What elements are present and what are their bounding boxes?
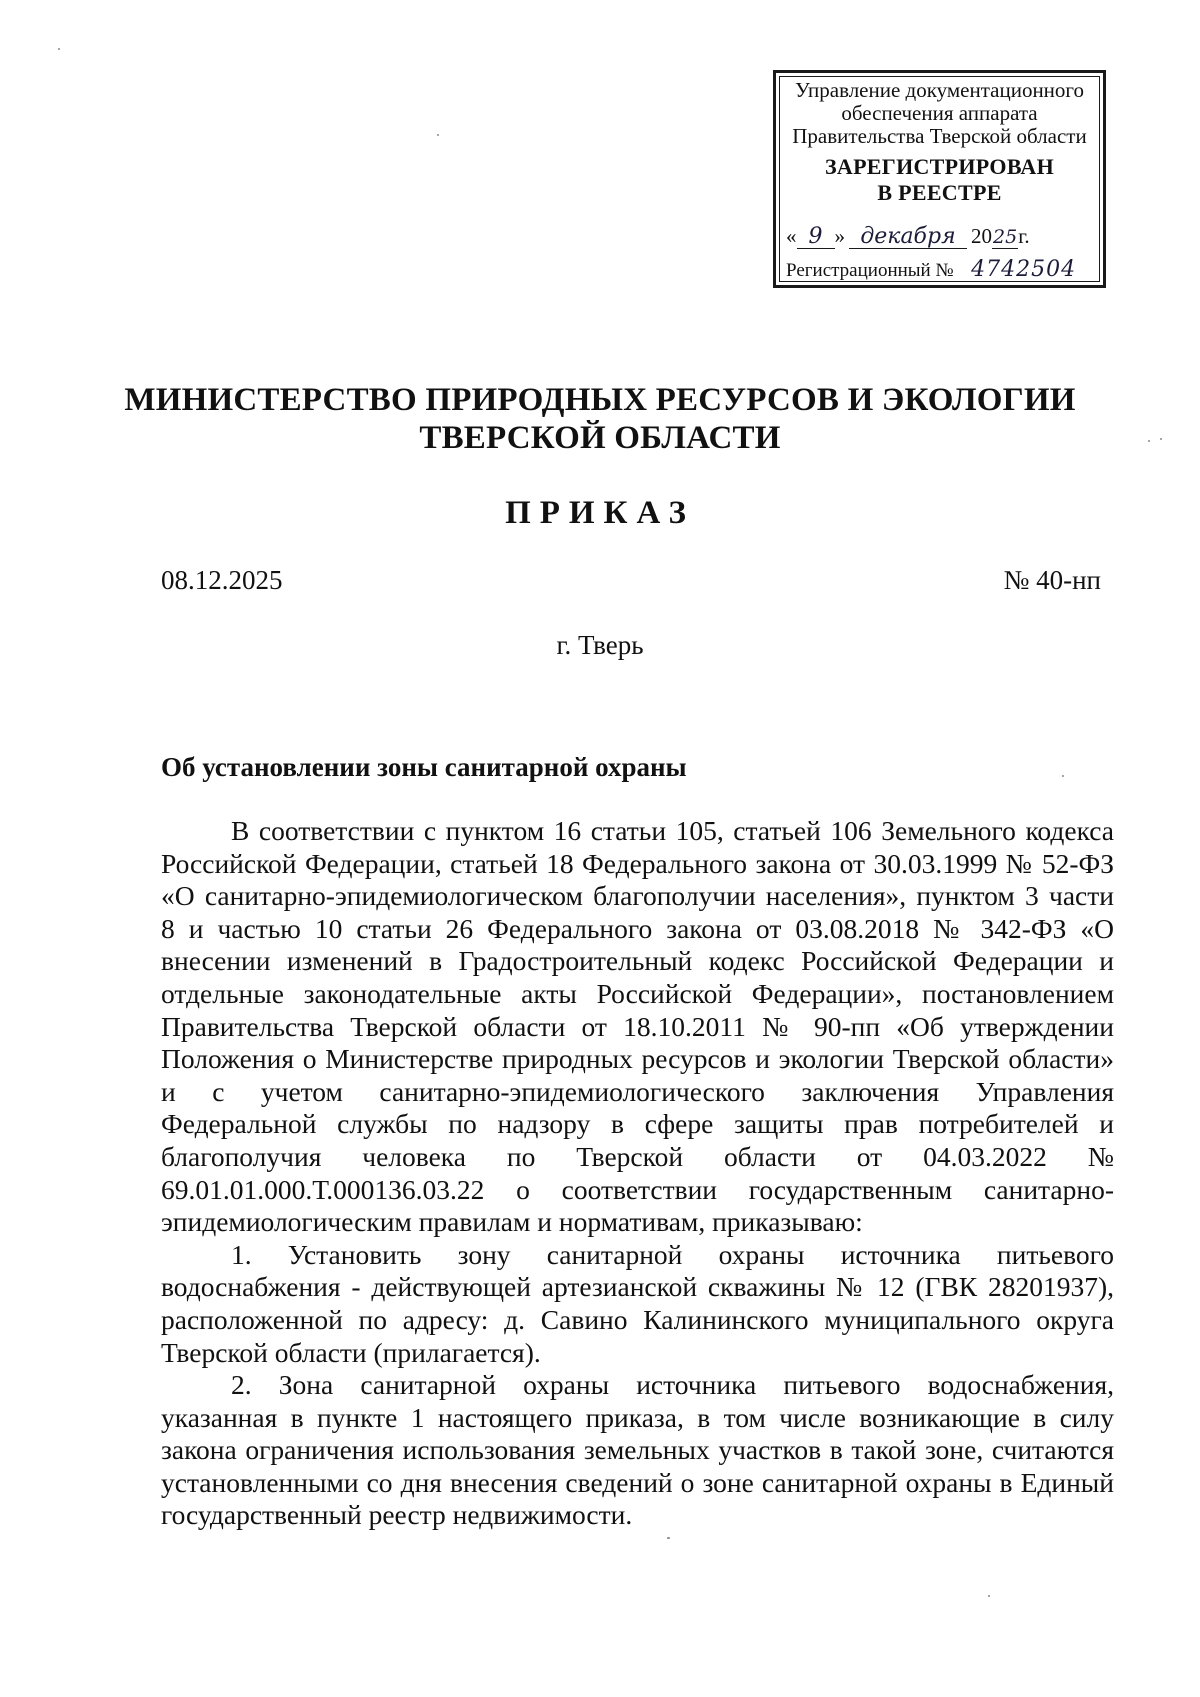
- scan-speck: [437, 134, 439, 136]
- scan-speck: [58, 48, 60, 50]
- stamp-date-row: [786, 225, 1095, 249]
- stamp-date-month: декабря: [849, 226, 967, 249]
- stamp-org-line-2: обеспечения аппарата: [841, 101, 1038, 125]
- body-paragraph-preamble: В соответствии с пунктом 16 статьи 105, статьей 106 Земельного кодекса Российской Федерации, статьей 18 Федерального закона от 30.03.1999 № 52-ФЗ «О санитарно-эпидемиологическом благополучии населения», пунктом 3 части 8 и частью 10 статьи 26 Федерального закона от 03.08.2018 № 342-ФЗ «О внесении изменений в Градостроительный кодекс Российской Федерации и отдельные законодательные акты Российской Федерации», постановлением Правительства Тверской области от 18.10.2011 № 90-пп «Об утверждении Положения о Министерстве природных ресурсов и экологии Тверской области» и с учетом санитарно-эпидемиологического заключения Управления Федеральной службы по надзору в сфере защиты прав потребителей и благополучия человека по Тверской области от 04.03.2022 № 69.01.01.000.Т.000136.03.22 о соответствии государственным санитарно-эпидемиологическим правилам и нормативам, приказываю:: [161, 815, 1114, 1238]
- document-body: [161, 815, 1114, 1532]
- stamp-date-year-suffix: 25: [993, 226, 1018, 248]
- document-subject: Об установлении зоны санитарной охраны: [161, 752, 687, 782]
- stamp-date-close-quote: »: [834, 224, 845, 248]
- stamp-date-open-quote: «: [786, 224, 797, 248]
- stamp-status-line-2: В РЕЕСТРЕ: [877, 180, 1002, 205]
- stamp-registration-number: 4742504: [954, 259, 1094, 282]
- scan-speck: [1160, 438, 1162, 440]
- ministry-heading-line-1: МИНИСТЕРСТВО ПРИРОДНЫХ РЕСУРСОВ И ЭКОЛОГИИ: [124, 382, 1076, 418]
- stamp-date-day: 9: [797, 226, 835, 249]
- scan-speck: [667, 1537, 670, 1539]
- registration-stamp: [773, 70, 1106, 288]
- ministry-heading: [0, 381, 1200, 457]
- stamp-org-line-3: Правительства Тверской области: [792, 124, 1087, 148]
- stamp-org-line-1: Управление документационного: [794, 78, 1085, 102]
- stamp-registration-row: [786, 259, 1095, 282]
- stamp-date-year-unit: г.: [1018, 224, 1030, 248]
- scan-speck: [988, 1595, 990, 1597]
- document-city: г. Тверь: [556, 630, 644, 660]
- document-number: № 40-нп: [1003, 565, 1101, 595]
- body-paragraph-item-2: 2. Зона санитарной охраны источника питьевого водоснабжения, указанная в пункте 1 настоящего приказа, в том числе возникающие в силу закона ограничения использования земельных участков в такой зоне, считаются установленными со дня внесения сведений о зоне санитарной охраны в Единый государственный реестр недвижимости.: [161, 1369, 1114, 1531]
- stamp-date-year-prefix: 20: [971, 224, 992, 248]
- order-title: ПРИКАЗ: [505, 495, 695, 531]
- scan-speck: [1062, 775, 1064, 777]
- body-paragraph-item-1: 1. Установить зону санитарной охраны источника питьевого водоснабжения - действующей артезианской скважины № 12 (ГВК 28201937), расположенной по адресу: д. Савино Калининского муниципального округа Тверской области (прилагается).: [161, 1238, 1114, 1368]
- scan-speck: [1148, 440, 1150, 442]
- stamp-registration-label: Регистрационный №: [786, 260, 954, 281]
- ministry-heading-line-2: ТВЕРСКОЙ ОБЛАСТИ: [419, 420, 781, 456]
- stamp-status-line-1: ЗАРЕГИСТРИРОВАН: [824, 154, 1055, 179]
- document-date: 08.12.2025: [161, 565, 283, 595]
